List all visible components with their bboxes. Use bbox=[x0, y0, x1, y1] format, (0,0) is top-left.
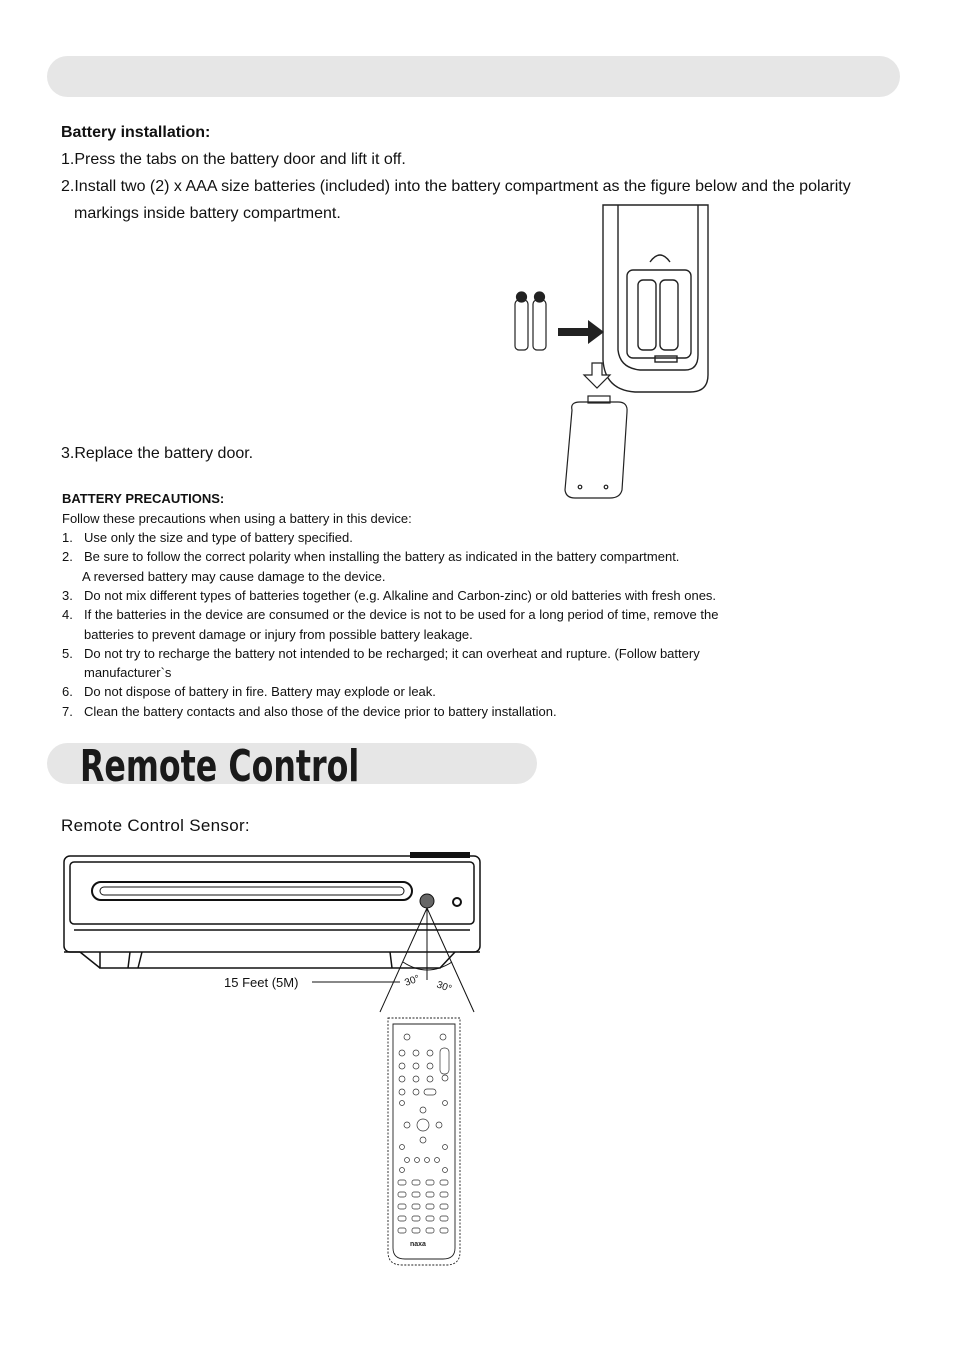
battery-installation-heading: Battery installation: bbox=[61, 124, 211, 141]
battery-step-1: 1.Press the tabs on the battery door and lift it off. bbox=[61, 151, 406, 168]
header-band bbox=[47, 56, 900, 97]
precaution-item-6: Do not dispose of battery in fire. Battery may explode or leak. bbox=[84, 684, 436, 699]
battery-step-2-line-2: markings inside battery compartment. bbox=[74, 205, 341, 222]
precaution-number: 1. bbox=[62, 530, 73, 545]
remote-brand-label: naxa bbox=[410, 1241, 426, 1248]
remote-buttons bbox=[398, 1034, 449, 1233]
precaution-item-2: Be sure to follow the correct polarity when installing the battery as indicated in the battery compartment. bbox=[84, 549, 680, 564]
precaution-item-2-cont: A reversed battery may cause damage to the device. bbox=[82, 569, 386, 584]
battery-door-illustration bbox=[565, 396, 627, 498]
battery-step-2-line-1: 2.Install two (2) x AAA size batteries (included) into the battery compartment as the figure below and the polarity bbox=[61, 178, 851, 195]
precaution-item-4: If the batteries in the device are consumed or the device is not to be used for a long period of time, remove the bbox=[84, 607, 719, 622]
precaution-item-7: Clean the battery contacts and also those of the device prior to battery installation. bbox=[84, 704, 557, 719]
precaution-number: 2. bbox=[62, 549, 73, 564]
precautions-heading: BATTERY PRECAUTIONS: bbox=[62, 491, 225, 506]
angle-right-label: 30° bbox=[434, 979, 453, 995]
precautions-intro: Follow these precautions when using a battery in this device: bbox=[62, 511, 412, 526]
player-top-edge bbox=[410, 852, 470, 858]
precaution-number: 5. bbox=[62, 646, 73, 661]
sensor-label: Remote Control Sensor: bbox=[61, 816, 250, 835]
arrow-right-icon bbox=[558, 320, 604, 344]
angle-left-label: 30° bbox=[403, 973, 422, 989]
precaution-number: 6. bbox=[62, 684, 73, 699]
precaution-item-5-cont: manufacturer`s bbox=[84, 665, 172, 680]
precaution-number: 3. bbox=[62, 588, 73, 603]
precaution-number: 7. bbox=[62, 704, 73, 719]
power-led-icon bbox=[453, 898, 461, 906]
loose-batteries-illustration bbox=[515, 292, 546, 350]
precaution-item-5: Do not try to recharge the battery not intended to be recharged; it can overheat and rupture. (Follow battery bbox=[84, 646, 700, 661]
remote-sensor-diagram bbox=[60, 850, 490, 1275]
arrow-down-icon bbox=[584, 363, 610, 388]
precaution-item-1: Use only the size and type of battery specified. bbox=[84, 530, 353, 545]
distance-label: 15 Feet (5M) bbox=[224, 975, 299, 990]
precaution-item-3: Do not mix different types of batteries together (e.g. Alkaline and Carbon-zinc) or old batteries with fresh ones. bbox=[84, 588, 717, 603]
battery-step-3: 3.Replace the battery door. bbox=[61, 445, 254, 462]
remote-back-illustration bbox=[603, 205, 708, 392]
dvd-player-illustration bbox=[64, 856, 480, 968]
precaution-item-4-cont: batteries to prevent damage or injury from possible battery leakage. bbox=[84, 627, 473, 642]
section-title: Remote Control bbox=[80, 741, 360, 792]
precaution-number: 4. bbox=[62, 607, 73, 622]
ir-sensor-icon bbox=[420, 894, 434, 908]
battery-installation-figure bbox=[500, 200, 720, 505]
